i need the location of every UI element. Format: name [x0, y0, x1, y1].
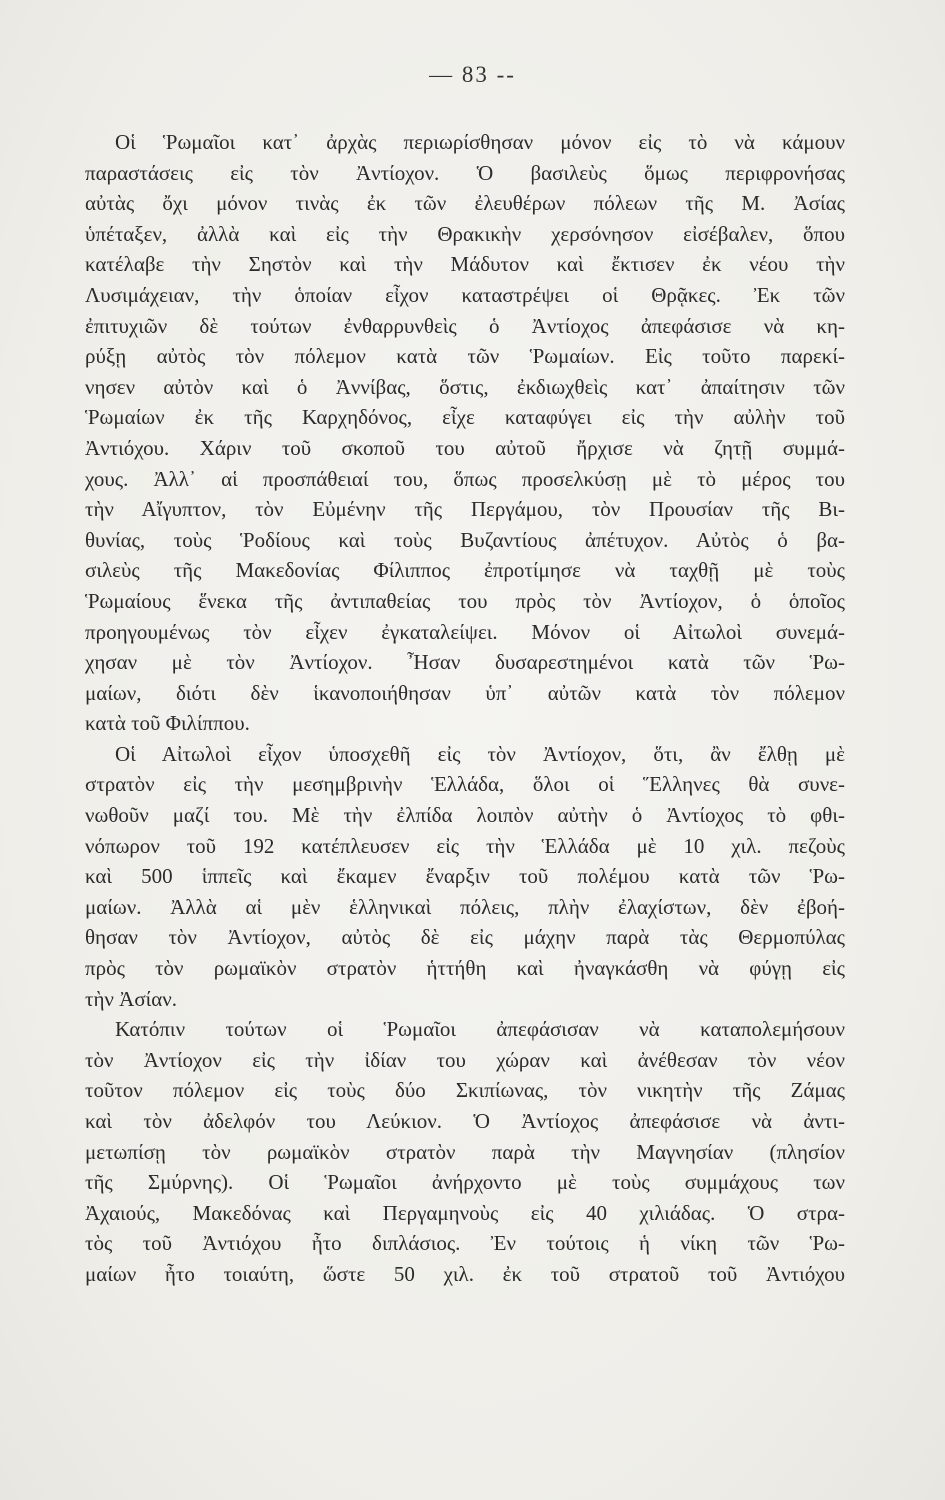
text-line: χους. Ἀλλ᾽ αἱ προσπάθειαί του, ὅπως προσελκύσῃ μὲ τὸ μέρος του	[85, 466, 845, 491]
text-line: θυνίας, τοὺς Ῥοδίους καὶ τοὺς Βυζαντίους ἀπέτυχον. Αὐτὸς ὁ βα-	[85, 527, 845, 552]
text-line: νωθοῦν μαζί του. Μὲ τὴν ἐλπίδα λοιπὸν αὐτὴν ὁ Ἀντίοχος τὸ φθι-	[85, 803, 845, 828]
text-line: Λυσιμάχειαν, τὴν ὁποίαν εἶχον καταστρέψει οἱ Θρᾷκες. Ἐκ τῶν	[85, 282, 845, 307]
text-line: καὶ 500 ἱππεῖς καὶ ἔκαμεν ἔναρξιν τοῦ πολέμου κατὰ τῶν Ῥω-	[85, 864, 845, 889]
text-line: αὐτὰς ὄχι μόνον τινὰς ἐκ τῶν ἐλευθέρων πόλεων τῆς Μ. Ἀσίας	[85, 191, 845, 216]
text-line: θησαν τὸν Ἀντίοχον, αὐτὸς δὲ εἰς μάχην παρὰ τὰς Θερμοπύλας	[85, 925, 845, 950]
text-line: νόπωρον τοῦ 192 κατέπλευσεν εἰς τὴν Ἑλλάδα μὲ 10 χιλ. πεζοὺς	[85, 833, 845, 858]
text-line: Ῥωμαίων ἐκ τῆς Καρχηδόνος, εἶχε καταφύγει εἰς τὴν αὐλὴν τοῦ	[85, 405, 845, 430]
text-line: ρύξῃ αὐτὸς τὸν πόλεμον κατὰ τῶν Ῥωμαίων. Εἰς τοῦτο παρεκί-	[85, 344, 845, 369]
text-line: Οἱ Αἰτωλοὶ εἶχον ὑποσχεθῆ εἰς τὸν Ἀντίοχον, ὅτι, ἂν ἔλθῃ μὲ	[115, 741, 845, 766]
text-line: μετωπίσῃ τὸν ρωμαϊκὸν στρατὸν παρὰ τὴν Μαγνησίαν (πλησίον	[85, 1139, 845, 1164]
text-line: τὴν Ἀσίαν.	[85, 986, 178, 1011]
text-line: κατὰ τοῦ Φιλίππου.	[85, 711, 250, 736]
text-line: τὸς τοῦ Ἀντιόχου ἦτο διπλάσιος. Ἐν τούτοις ἡ νίκη τῶν Ῥω-	[85, 1231, 845, 1256]
text-line: Οἱ Ῥωμαῖοι κατ᾽ ἀρχὰς περιωρίσθησαν μόνον εἰς τὸ νὰ κάμουν	[115, 130, 845, 154]
text-line: Ἀντιόχου. Χάριν τοῦ σκοποῦ του αὐτοῦ ἤρχισε νὰ ζητῇ συμμά-	[85, 435, 845, 460]
text-line: μαίων, διότι δὲν ἱκανοποιήθησαν ὑπ᾽ αὐτῶν κατὰ τὸν πόλεμον	[85, 680, 845, 705]
body-text	[85, 127, 845, 1290]
text-line: τοῦτον πόλεμον εἰς τοὺς δύο Σκιπίωνας, τὸν νικητὴν τῆς Ζάμας	[85, 1078, 845, 1103]
text-line: στρατὸν εἰς τὴν μεσημβρινὴν Ἑλλάδα, ὅλοι οἱ Ἕλληνες θὰ συνε-	[85, 772, 845, 797]
text-line: τὸν Ἀντίοχον εἰς τὴν ἰδίαν του χώραν καὶ ἀνέθεσαν τὸν νέον	[85, 1047, 845, 1072]
text-line: νησεν αὐτὸν καὶ ὁ Ἀννίβας, ὅστις, ἐκδιωχθεὶς κατ᾽ ἀπαίτησιν τῶν	[85, 374, 845, 399]
text-line: κατέλαβε τὴν Σηστὸν καὶ τὴν Μάδυτον καὶ ἔκτισεν ἐκ νέου τὴν	[85, 252, 845, 277]
page-number: — 83 --	[429, 62, 516, 87]
text-line: ὑπέταξεν, ἀλλὰ καὶ εἰς τὴν Θρακικὴν χερσόνησον εἰσέβαλεν, ὅπου	[85, 221, 845, 246]
text-line: χησαν μὲ τὸν Ἀντίοχον. Ἦσαν δυσαρεστημένοι κατὰ τῶν Ῥω-	[85, 650, 845, 675]
text-line: καὶ τὸν ἀδελφόν του Λεύκιον. Ὁ Ἀντίοχος ἀπεφάσισε νὰ ἀντι-	[85, 1109, 845, 1133]
text-line: πρὸς τὸν ρωμαϊκὸν στρατὸν ἡττήθη καὶ ἠναγκάσθη νὰ φύγῃ εἰς	[85, 956, 845, 981]
text-line: τὴν Αἴγυπτον, τὸν Εὐμένην τῆς Περγάμου, τὸν Προυσίαν τῆς Βι-	[85, 497, 845, 522]
text-line: παραστάσεις εἰς τὸν Ἀντίοχον. Ὁ βασιλεὺς ὅμως περιφρονήσας	[85, 160, 845, 185]
text-line: Ἀχαιούς, Μακεδόνας καὶ Περγαμηνοὺς εἰς 40 χιλιάδας. Ὁ στρα-	[85, 1200, 845, 1225]
text-line: προηγουμένως τὸν εἶχεν ἐγκαταλείψει. Μόνον οἱ Αἰτωλοὶ συνεμά-	[85, 619, 845, 644]
text-line: Κατόπιν τούτων οἱ Ῥωμαῖοι ἀπεφάσισαν νὰ καταπολεμήσουν	[115, 1017, 845, 1042]
text-line: τῆς Σμύρνης). Οἱ Ῥωμαῖοι ἀνήρχοντο μὲ τοὺς συμμάχους των	[85, 1170, 845, 1195]
text-line: Ῥωμαίους ἕνεκα τῆς ἀντιπαθείας του πρὸς τὸν Ἀντίοχον, ὁ ὁποῖος	[85, 588, 845, 613]
text-line: σιλεὺς τῆς Μακεδονίας Φίλιππος ἐπροτίμησε νὰ ταχθῇ μὲ τοὺς	[85, 558, 845, 583]
text-line: ἐπιτυχιῶν δὲ τούτων ἐνθαρρυνθεὶς ὁ Ἀντίοχος ἀπεφάσισε νὰ κη-	[85, 313, 845, 338]
text-line: μαίων. Ἀλλὰ αἱ μὲν ἑλληνικαὶ πόλεις, πλὴν ἐλαχίστων, δὲν ἐβοή-	[85, 894, 845, 919]
text-line: μαίων ἦτο τοιαύτη, ὥστε 50 χιλ. ἐκ τοῦ στρατοῦ τοῦ Ἀντιόχου	[85, 1261, 845, 1286]
